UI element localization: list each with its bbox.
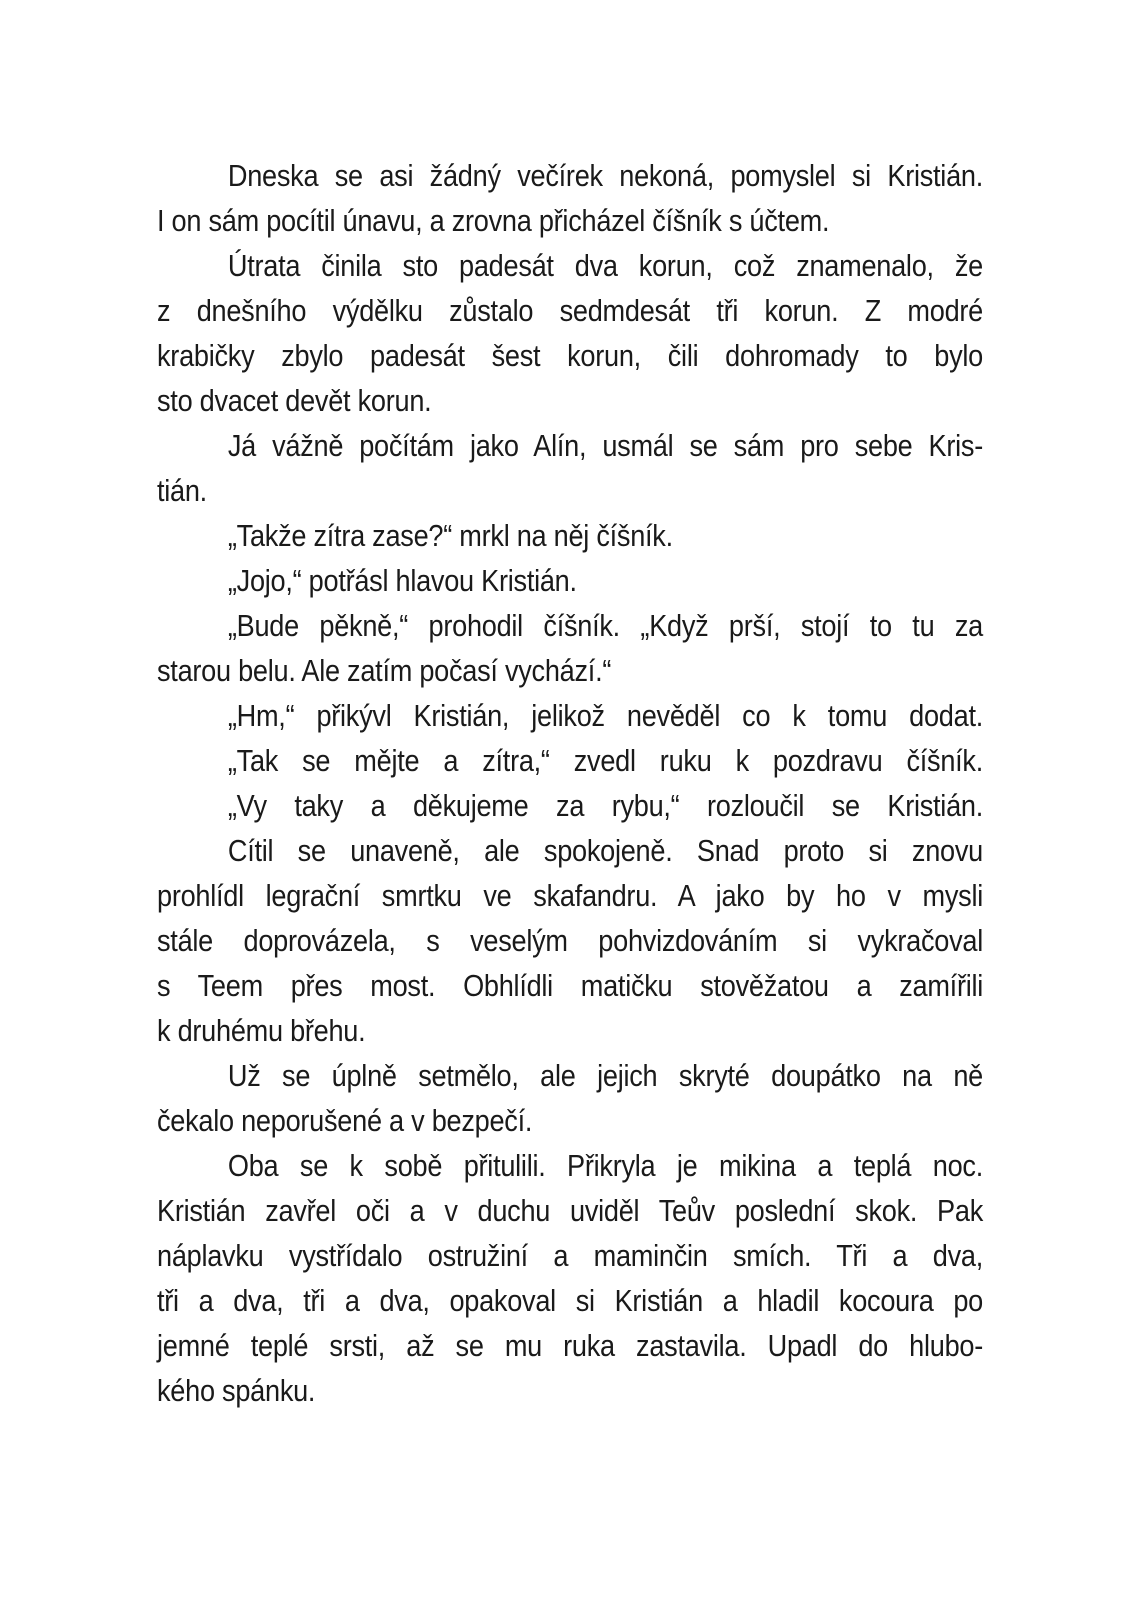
text-line: Dneska se asi žádný večírek nekoná, pomyslel si Kristián. bbox=[227, 158, 983, 193]
text-line: sto dvacet devět korun. bbox=[157, 383, 432, 418]
paragraph bbox=[157, 693, 983, 738]
paragraph bbox=[157, 1053, 983, 1143]
text-line: Už se úplně setmělo, ale jejich skryté doupátko na ně bbox=[227, 1058, 983, 1093]
text-line: Já vážně počítám jako Alín, usmál se sám pro sebe Kris- bbox=[227, 428, 983, 463]
paragraph bbox=[157, 513, 983, 558]
paragraph bbox=[157, 423, 983, 513]
text-line: náplavku vystřídalo ostružiní a maminčin smích. Tři a dva, bbox=[157, 1238, 983, 1273]
paragraph bbox=[157, 558, 983, 603]
text-line: „Takže zítra zase?“ mrkl na něj číšník. bbox=[227, 518, 673, 553]
text-line: jemné teplé srsti, až se mu ruka zastavila. Upadl do hlubo- bbox=[157, 1328, 983, 1363]
text-line: starou belu. Ale zatím počasí vychází.“ bbox=[157, 653, 612, 688]
paragraph bbox=[157, 153, 983, 243]
text-line: tři a dva, tři a dva, opakoval si Kristián a hladil kocoura po bbox=[157, 1283, 983, 1318]
text-line: Cítil se unaveně, ale spokojeně. Snad proto si znovu bbox=[227, 833, 983, 868]
text-line: stále doprovázela, s veselým pohvizdováním si vykračoval bbox=[157, 923, 983, 958]
text-line: prohlídl legrační smrtku ve skafandru. A jako by ho v mysli bbox=[157, 878, 983, 913]
text-line: „Hm,“ přikývl Kristián, jelikož nevěděl co k tomu dodat. bbox=[227, 698, 983, 733]
text-line: k druhému břehu. bbox=[157, 1013, 366, 1048]
text-line: „Jojo,“ potřásl hlavou Kristián. bbox=[227, 563, 577, 598]
text-line: Útrata činila sto padesát dva korun, což znamenalo, že bbox=[227, 248, 983, 283]
text-line: čekalo neporušené a v bezpečí. bbox=[157, 1103, 533, 1138]
text-line: Kristián zavřel oči a v duchu uviděl Teův poslední skok. Pak bbox=[157, 1193, 983, 1228]
paragraph bbox=[157, 783, 983, 828]
paragraph bbox=[157, 828, 983, 1053]
text-line: z dnešního výdělku zůstalo sedmdesát tři korun. Z modré bbox=[157, 293, 983, 328]
text-line: Oba se k sobě přitulili. Přikryla je mikina a teplá noc. bbox=[227, 1148, 983, 1183]
text-line: tián. bbox=[157, 473, 207, 508]
paragraph bbox=[157, 243, 983, 423]
text-line: s Teem přes most. Obhlídli matičku stověžatou a zamířili bbox=[157, 968, 983, 1003]
text-line: „Bude pěkně,“ prohodil číšník. „Když prší, stojí to tu za bbox=[227, 608, 983, 643]
text-line: kého spánku. bbox=[157, 1373, 316, 1408]
paragraph bbox=[157, 603, 983, 693]
paragraph bbox=[157, 738, 983, 783]
text-line: „Tak se mějte a zítra,“ zvedl ruku k pozdravu číšník. bbox=[227, 743, 983, 778]
paragraph bbox=[157, 1143, 983, 1413]
text-line: „Vy taky a děkujeme za rybu,“ rozloučil se Kristián. bbox=[227, 788, 983, 823]
text-column bbox=[157, 153, 983, 1413]
text-line: I on sám pocítil únavu, a zrovna přicházel číšník s účtem. bbox=[157, 203, 830, 238]
text-line: krabičky zbylo padesát šest korun, čili dohromady to bylo bbox=[157, 338, 983, 373]
